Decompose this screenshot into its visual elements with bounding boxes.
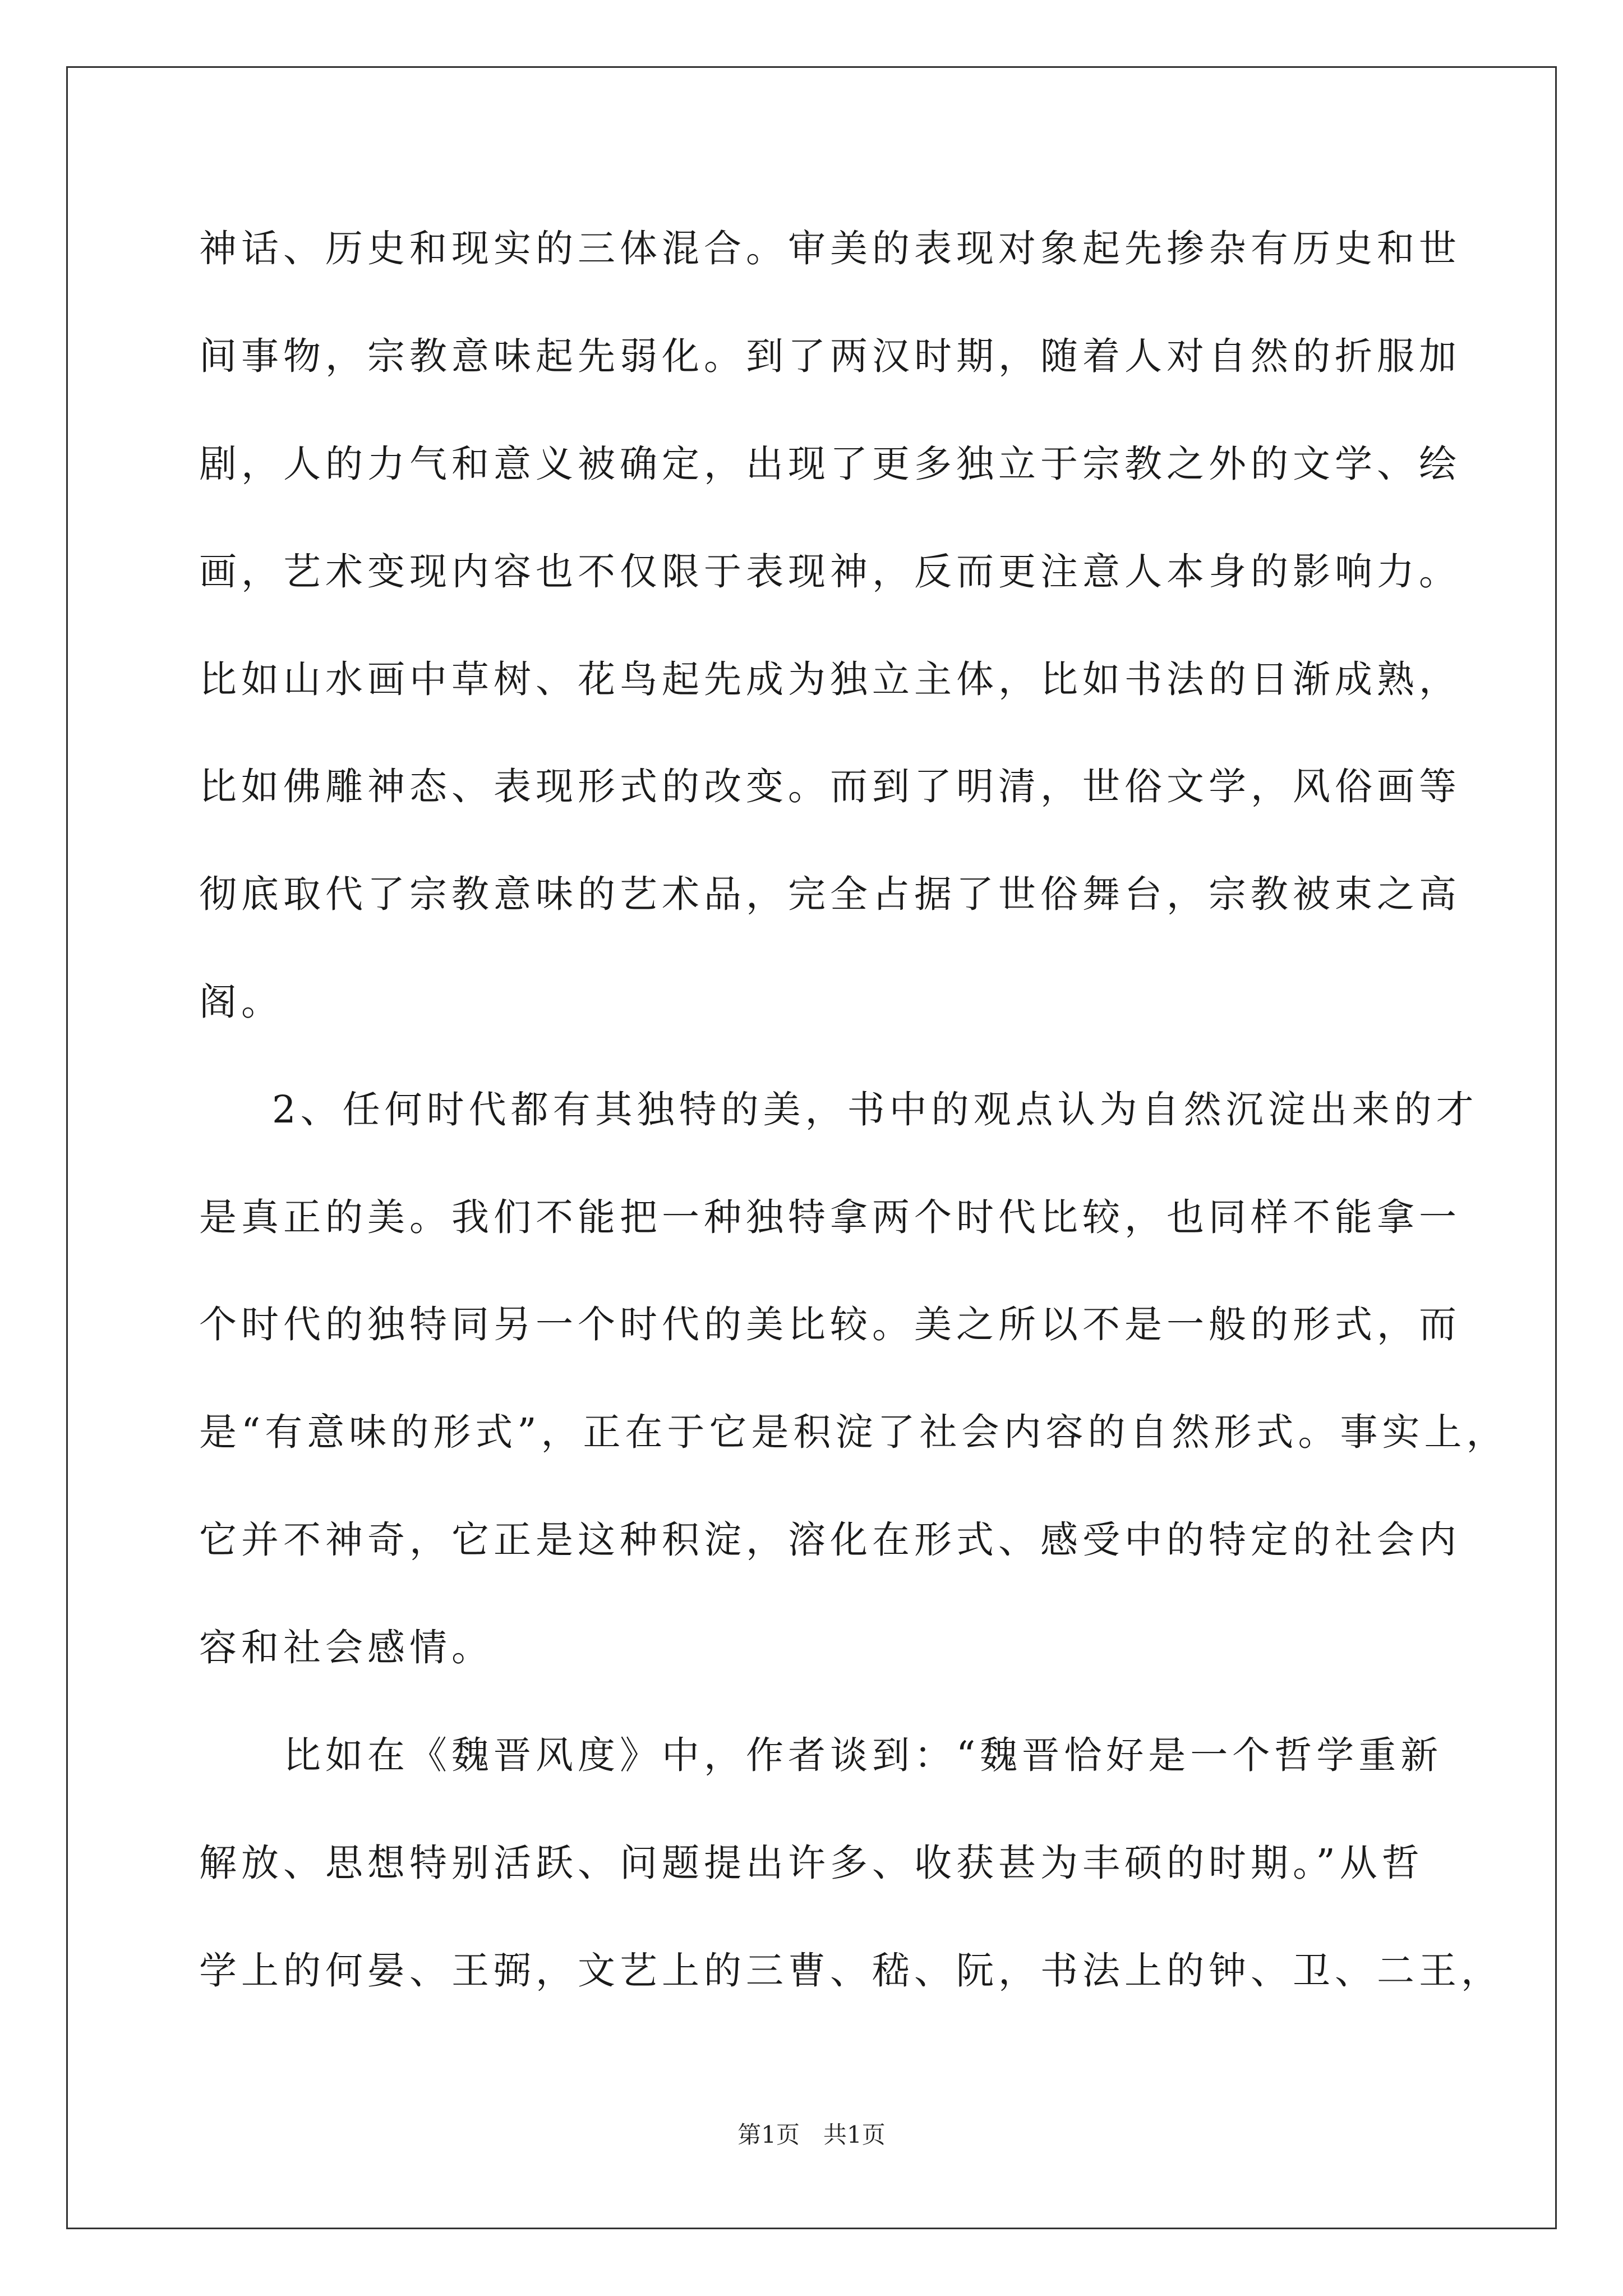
text-line-3: 剧，人的力气和意义被确定，出现了更多独立于宗教之外的文学、绘 (199, 442, 1461, 486)
text-line-10: 是真正的美。我们不能把一种独特拿两个时代比较，也同样不能拿一 (199, 1195, 1461, 1239)
text-line-2: 间事物，宗教意味起先弱化。到了两汉时期，随着人对自然的折服加 (199, 334, 1461, 378)
text-line-17: 学上的何晏、王弼，文艺上的三曹、嵇、阮，书法上的钟、卫、二王， (199, 1949, 1503, 1993)
text-line-16: 解放、思想特别活跃、问题提出许多、收获甚为丰硕的时期。”从哲 (199, 1841, 1424, 1885)
text-line-4: 画，艺术变现内容也不仅限于表现神，反而更注意人本身的影响力。 (199, 550, 1461, 593)
text-line-9: 2、任何时代都有其独特的美，书中的观点认为自然沉淀出来的才 (272, 1088, 1478, 1131)
page-border (66, 66, 1557, 2229)
text-line-15: 比如在《魏晋风度》中，作者谈到：“魏晋恰好是一个哲学重新 (283, 1733, 1443, 1777)
text-line-12: 是“有意味的形式”，正在于它是积淀了社会内容的自然形式。事实上， (199, 1410, 1509, 1454)
text-line-6: 比如佛雕神态、表现形式的改变。而到了明清，世俗文学，风俗画等 (199, 765, 1461, 808)
text-line-11: 个时代的独特同另一个时代的美比较。美之所以不是一般的形式，而 (199, 1303, 1461, 1346)
text-line-8: 阁。 (199, 980, 283, 1024)
text-line-13: 它并不神奇，它正是这种积淀，溶化在形式、感受中的特定的社会内 (199, 1518, 1461, 1562)
text-line-14: 容和社会感情。 (199, 1626, 494, 1669)
text-line-5: 比如山水画中草树、花鸟起先成为独立主体，比如书法的日渐成熟， (199, 657, 1461, 701)
text-line-1: 神话、历史和现实的三体混合。审美的表现对象起先掺杂有历史和世 (199, 227, 1461, 270)
page-footer: 第1页 共1页 (737, 2121, 886, 2148)
text-line-7: 彻底取代了宗教意味的艺术品，完全占据了世俗舞台，宗教被束之高 (199, 872, 1461, 916)
